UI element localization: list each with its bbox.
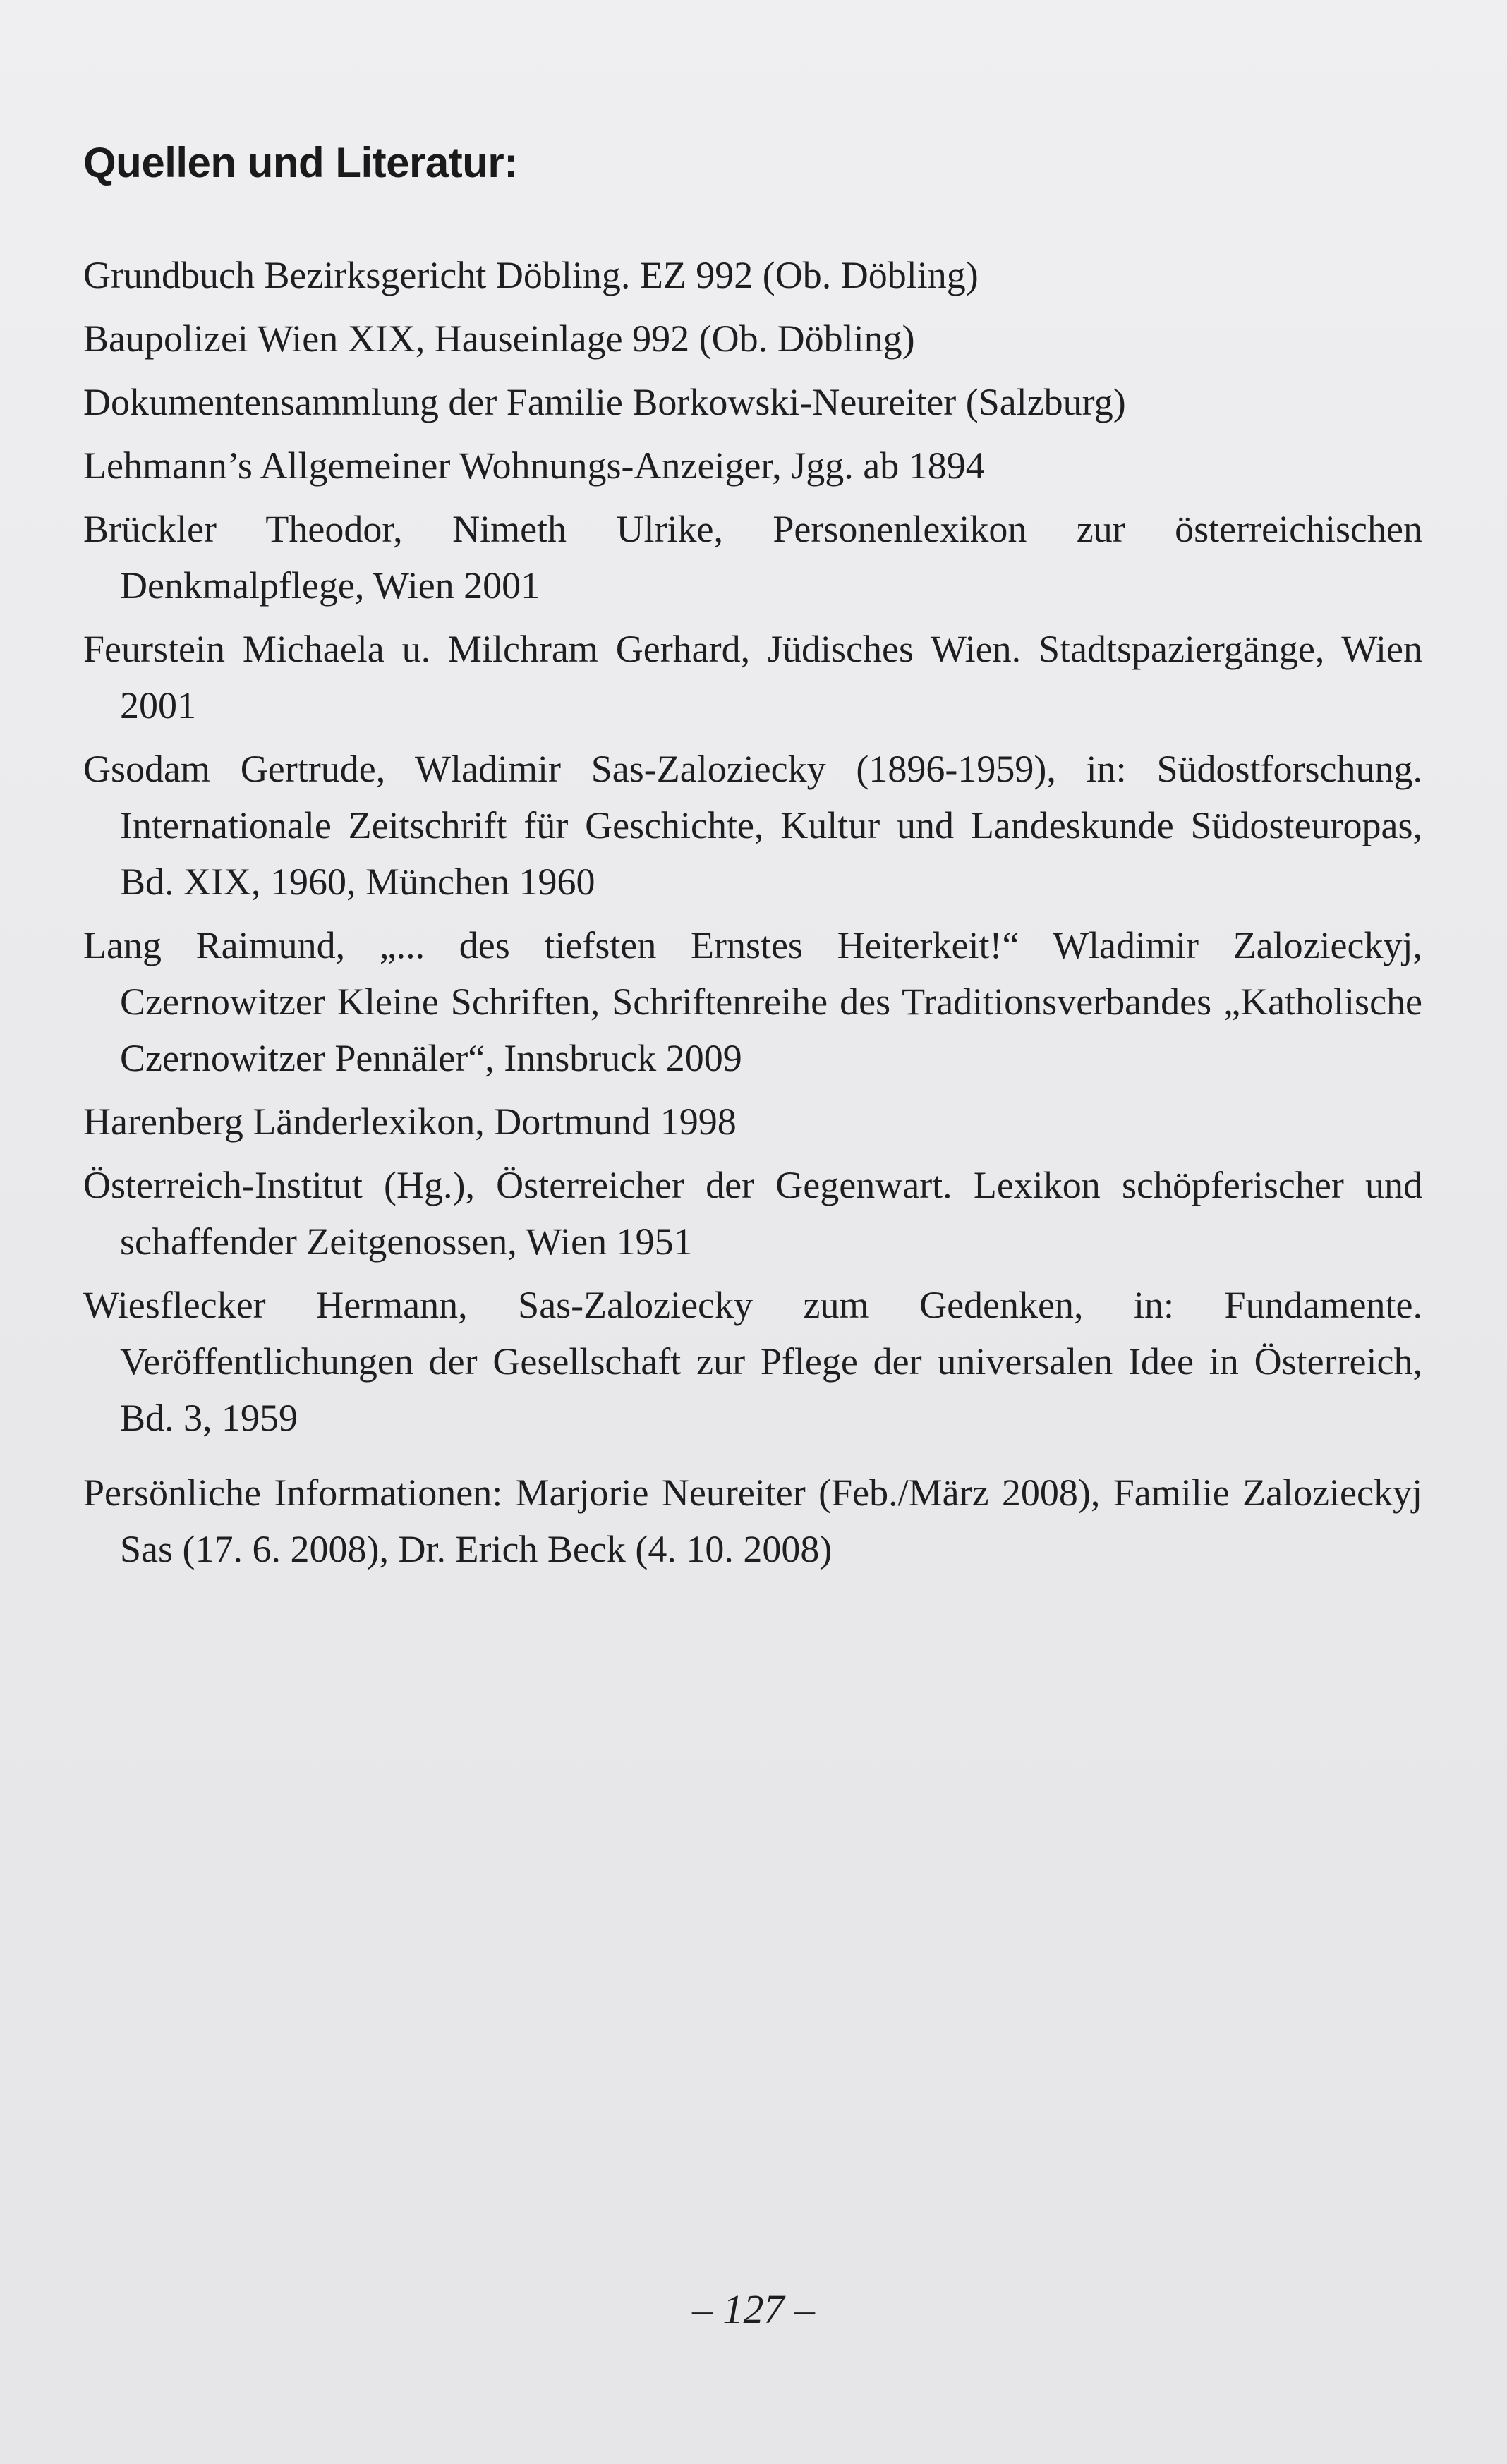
reference-item: Wiesflecker Hermann, Sas-Zaloziecky zum Gedenken, in: Fundamente. Veröffentlichungen der Gesellschaft zur Pflege der universalen Idee in Österreich, Bd. 3, 1959 — [83, 1284, 1422, 1439]
reference-item: Brückler Theodor, Nimeth Ulrike, Personenlexikon zur österreichischen Denkmalpflege, Wien 2001 — [83, 508, 1422, 607]
section-heading: Quellen und Literatur: — [83, 139, 518, 186]
reference-item: Grundbuch Bezirksgericht Döbling. EZ 992 (Ob. Döbling) — [83, 254, 979, 296]
reference-item: Österreich-Institut (Hg.), Österreicher der Gegenwart. Lexikon schöpferischer und schaffender Zeitgenossen, Wien 1951 — [83, 1164, 1422, 1263]
reference-list — [83, 247, 1422, 1584]
reference-item: Lehmann’s Allgemeiner Wohnungs-Anzeiger, Jgg. ab 1894 — [83, 444, 985, 487]
reference-item: Baupolizei Wien XIX, Hauseinlage 992 (Ob. Döbling) — [83, 317, 915, 360]
reference-item: Feurstein Michaela u. Milchram Gerhard, Jüdisches Wien. Stadtspaziergänge, Wien 2001 — [83, 628, 1422, 727]
reference-item: Gsodam Gertrude, Wladimir Sas-Zaloziecky (1896-1959), in: Südostforschung. Internationale Zeitschrift für Geschichte, Kultur und Landeskunde Südosteuropas, Bd. XIX, 1960, München 1960 — [83, 748, 1422, 903]
reference-item: Dokumentensammlung der Familie Borkowski-Neureiter (Salzburg) — [83, 381, 1126, 423]
page-number: – 127 – — [692, 2286, 815, 2332]
reference-item: Persönliche Informationen: Marjorie Neureiter (Feb./März 2008), Familie Zalozieckyj Sas (17. 6. 2008), Dr. Erich Beck (4. 10. 2008) — [83, 1471, 1422, 1570]
reference-item: Harenberg Länderlexikon, Dortmund 1998 — [83, 1100, 737, 1143]
reference-item: Lang Raimund, „... des tiefsten Ernstes Heiterkeit!“ Wladimir Zalozieckyj, Czernowitzer Kleine Schriften, Schriftenreihe des Traditionsverbandes „Katholische Czernowitzer Pennäler“, Innsbruck 2009 — [83, 924, 1422, 1079]
